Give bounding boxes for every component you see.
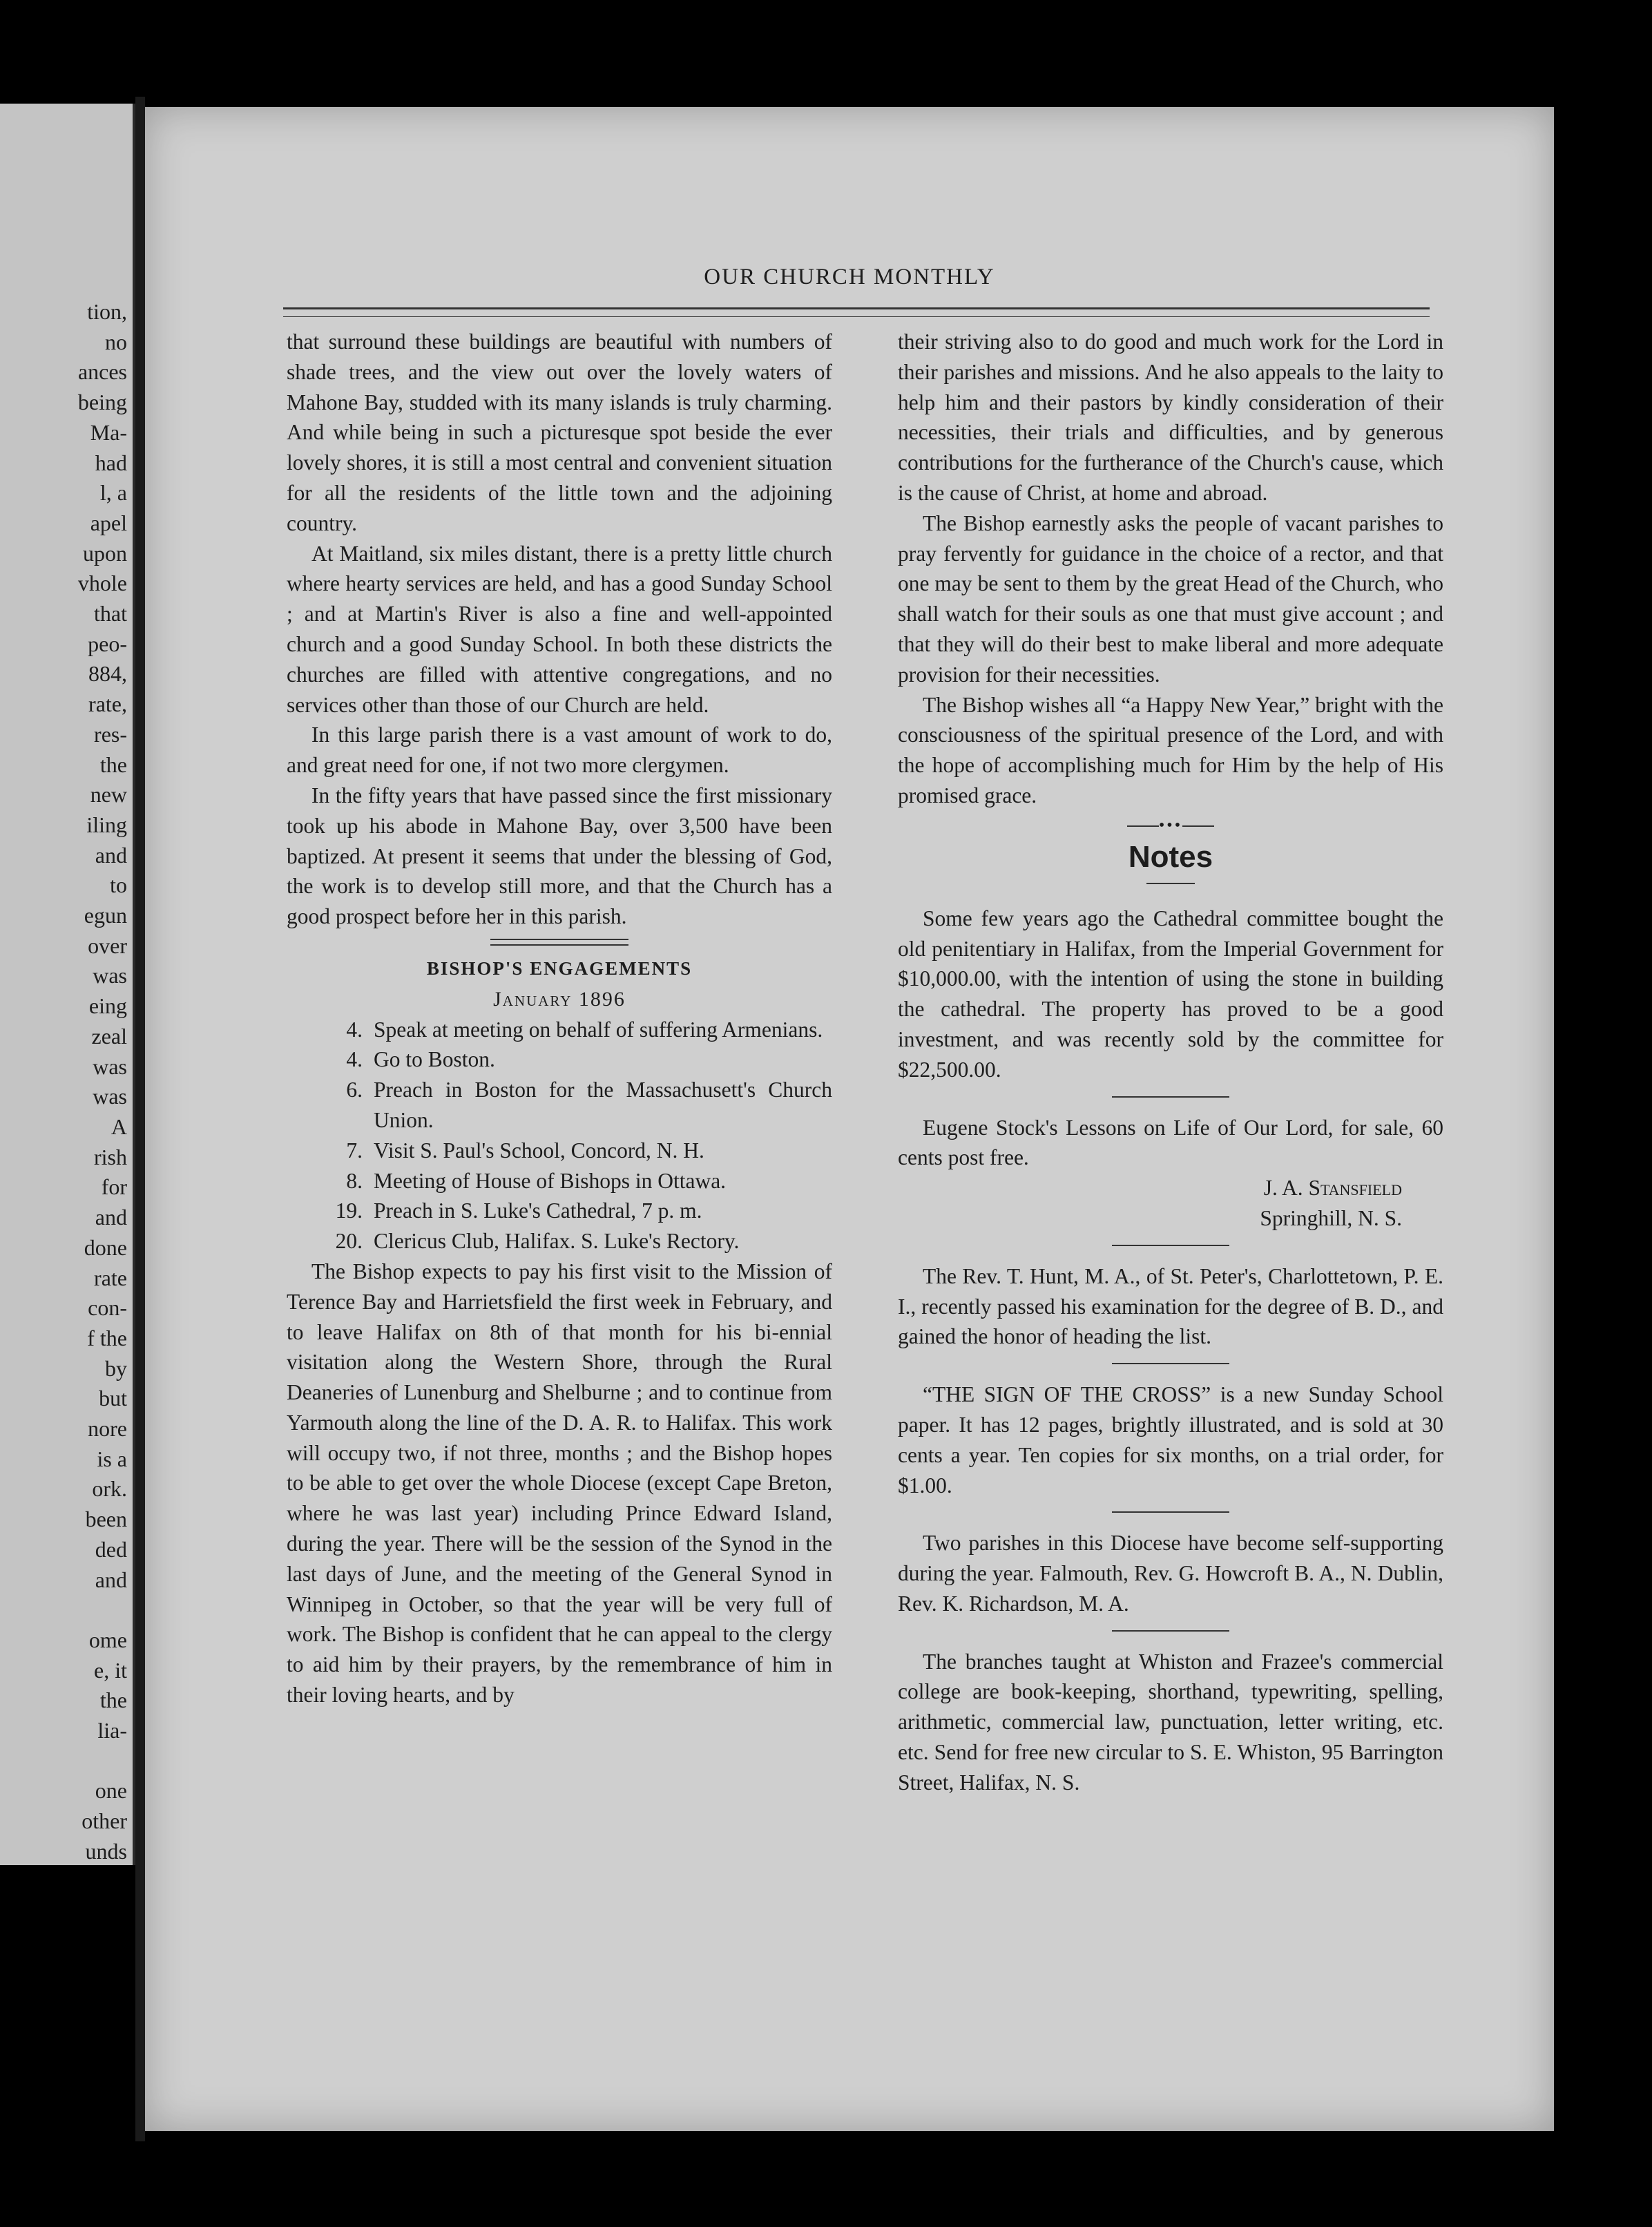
previous-page-line: was	[93, 1053, 127, 1079]
engagement-text: Meeting of House of Bishops in Ottawa.	[374, 1168, 727, 1193]
previous-page-line: over	[88, 933, 127, 958]
previous-page-line: rate	[94, 1265, 127, 1290]
list-item	[287, 1044, 832, 1075]
previous-page-line: had	[95, 450, 127, 475]
running-title: OUR CHURCH MONTHLY	[704, 265, 995, 289]
previous-page-line: nore	[88, 1416, 127, 1442]
list-item	[287, 1015, 832, 1045]
list-item	[287, 1166, 832, 1196]
previous-page-line: rate,	[88, 691, 127, 717]
paragraph: their striving also to do good and much work for the Lord in their parishes and missions. And he also appeals to the laity to help him and their pastors by kindly consideration of their necessities, their trials and difficulties, and by generous contributions for the furtherance of the Church's cause, which is the cause of Christ, at home and abroad.	[898, 329, 1443, 505]
engagement-text: Visit S. Paul's School, Concord, N. H.	[374, 1138, 704, 1163]
previous-page-line: unds	[85, 1838, 127, 1864]
previous-page-line: vhole	[77, 571, 127, 596]
previous-page-line: one	[95, 1778, 127, 1804]
section-divider	[490, 939, 628, 946]
note-paragraph: Some few years ago the Cathedral committee bought the old penitentiary in Halifax, from the Imperial Government for $10,000.00, with the intention of using the stone in building the cathedral. The property has proved to be a good investment, and was recently sold by the committee for $22,500.00.	[898, 906, 1443, 1082]
previous-page-line: upon	[83, 540, 127, 566]
previous-page-line: no	[105, 329, 127, 354]
previous-page-line: egun	[84, 903, 127, 928]
right-column	[898, 327, 1443, 1798]
magazine-page	[145, 107, 1554, 2131]
previous-page-line: the	[99, 752, 127, 777]
previous-page-line: res-	[94, 721, 127, 747]
list-item	[287, 1075, 832, 1136]
engagement-text: Speak at meeting on behalf of suffering Armenians.	[374, 1017, 823, 1042]
previous-page-line: new	[90, 782, 127, 807]
left-column	[287, 327, 832, 1710]
paragraph: In this large parish there is a vast amount of work to do, and great need for one, if not two more clergymen.	[287, 723, 832, 778]
note-paragraph: The Rev. T. Hunt, M. A., of St. Peter's, Charlottetown, P. E. I., recently passed his examination for the degree of B. D., and gained the honor of heading the list.	[898, 1263, 1443, 1349]
paragraph: that surround these buildings are beautiful with numbers of shade trees, and the view out over the lovely waters of Mahone Bay, studded with its many islands is truly charming. And while being in such a picturesque spot beside the ever lovely shores, it is still a most central and convenient situation for all the residents of the little town and the adjoining country.	[287, 329, 832, 535]
previous-page-line: rish	[94, 1144, 127, 1169]
previous-page-line: ances	[77, 359, 127, 385]
previous-page-line: ork.	[92, 1476, 127, 1502]
engagements-date: January 1896	[493, 987, 626, 1011]
engagement-day: 4.	[346, 1017, 363, 1042]
previous-page-line: l, a	[99, 480, 127, 506]
engagement-day: 6.	[346, 1078, 363, 1102]
section-divider	[1146, 883, 1195, 884]
previous-page-line: eing	[88, 993, 127, 1019]
paragraph: In the fifty years that have passed since the first missionary took up his abode in Mahone Bay, over 3,500 have been baptized. At present it seems that under the blessing of God, the work is to develop still more, and that the Church has a good prospect before her in this parish.	[287, 783, 832, 929]
previous-page-line: and	[95, 1567, 127, 1592]
previous-page-line: the	[99, 1688, 127, 1713]
previous-page-line: done	[84, 1234, 127, 1260]
section-divider	[1112, 1511, 1229, 1513]
previous-page-line: been	[85, 1507, 127, 1532]
previous-page-line: lia-	[97, 1718, 127, 1743]
previous-page-line: A	[111, 1114, 127, 1139]
previous-page-line: and	[95, 842, 127, 868]
previous-page-line: is a	[97, 1446, 127, 1471]
note-signer: J. A. Stansfield	[1263, 1176, 1402, 1201]
previous-page-line: ome	[88, 1627, 127, 1652]
section-divider	[1112, 1245, 1229, 1246]
note-paragraph: The branches taught at Whiston and Frazee's commercial college are book-keeping, shorthand, typewriting, spelling, arithmetic, commercial law, punctuation, letter writing, etc. etc. Send for free new circular to S. E. Whiston, 95 Barrington Street, Halifax, N. S.	[898, 1649, 1443, 1795]
list-item	[287, 1226, 832, 1256]
ornament-divider: •••	[898, 815, 1443, 836]
previous-page-line: peo-	[88, 631, 127, 656]
engagement-day: 8.	[346, 1168, 363, 1193]
list-item	[287, 1196, 832, 1226]
paragraph: The Bishop wishes all “a Happy New Year,” bright with the consciousness of the spiritual presence of the Lord, and with the hope of accomplishing much for Him by the help of His promised grace.	[898, 692, 1443, 807]
previous-page-line: that	[94, 601, 127, 627]
previous-page-line	[78, 1595, 127, 1625]
previous-page-text	[78, 297, 127, 1867]
previous-page-line: f the	[87, 1325, 127, 1350]
previous-page-line: being	[77, 390, 127, 415]
list-item	[287, 1136, 832, 1166]
previous-page-line: Ma-	[90, 419, 127, 445]
engagements-heading: BISHOP'S ENGAGEMENTS	[426, 957, 693, 979]
previous-page-line: was	[93, 1084, 127, 1109]
engagement-day: 20.	[335, 1229, 363, 1254]
paragraph: The Bishop expects to pay his first visit to the Mission of Terence Bay and Harrietsfield the first week in February, and to leave Halifax on 8th of that month for his bi-ennial visitation along the Western Shore, through the Rural Deaneries of Lunenburg and Shelburne ; and to continue from Yarmouth along the line of the D. A. R. to Halifax. This work will occupy two, if not three, months ; and the Bishop hopes to be able to get over the whole Diocese (except Cape Breton, where he was last year) including Prince Edward Island, during the year. There will be the session of the Synod in the last days of June, and the meeting of the General Synod in Winnipeg in October, so that the year will be very full of work. The Bishop is confident that he can appeal to the clergy to aid him by their prayers, by the remembrance of him in their loving hearts, and by	[287, 1259, 832, 1708]
engagement-text: Clericus Club, Halifax. S. Luke's Rectory.	[374, 1229, 740, 1254]
previous-page-line: iling	[86, 812, 127, 837]
engagement-text: Preach in Boston for the Massachusett's Church Union.	[374, 1078, 832, 1132]
paragraph: At Maitland, six miles distant, there is a pretty little church where hearty services are held, and has a good Sunday School ; and at Martin's River is also a fine and well-appointed church and a good Sunday School. In both these districts the churches are filled with attentive congregations, and no services other than those of our Church are held.	[287, 541, 832, 717]
note-paragraph: “THE SIGN OF THE CROSS” is a new Sunday School paper. It has 12 pages, brightly illustrated, and is sold at 30 cents a year. Ten copies for six months, on a trial order, for $1.00.	[898, 1382, 1443, 1498]
header-rule	[283, 307, 1430, 317]
engagement-text: Go to Boston.	[374, 1047, 495, 1072]
section-divider	[1112, 1363, 1229, 1364]
previous-page-line: by	[105, 1355, 127, 1381]
previous-page-edge	[0, 104, 137, 1865]
previous-page-line: and	[95, 1205, 127, 1230]
engagement-text: Preach in S. Luke's Cathedral, 7 p. m.	[374, 1198, 702, 1223]
paragraph: The Bishop earnestly asks the people of vacant parishes to pray fervently for guidance in the choice of a rector, and that one may be sent to them by the great Head of the Church, who shall watch for their souls as one that must give account ; and that they will do their best to make liberal and more adequate provision for their necessities.	[898, 510, 1443, 687]
previous-page-line: tion,	[87, 299, 127, 324]
previous-page-line: apel	[90, 510, 127, 535]
note-paragraph: Eugene Stock's Lessons on Life of Our Lord, for sale, 60 cents post free.	[898, 1115, 1443, 1170]
previous-page-line: con-	[88, 1295, 127, 1321]
section-divider	[1112, 1096, 1229, 1098]
note-place: Springhill, N. S.	[1260, 1205, 1402, 1230]
previous-page-line: zeal	[91, 1023, 127, 1049]
engagements-list	[287, 1015, 832, 1256]
note-paragraph: Two parishes in this Diocese have become self-supporting during the year. Falmouth, Rev. G. Howcroft B. A., N. Dublin, Rev. K. Richardson, M. A.	[898, 1531, 1443, 1616]
engagement-day: 7.	[346, 1138, 363, 1163]
section-divider	[1112, 1630, 1229, 1632]
previous-page-line: but	[99, 1386, 127, 1411]
engagement-day: 4.	[346, 1047, 363, 1072]
previous-page-line: for	[101, 1174, 127, 1200]
notes-heading: Notes	[1128, 839, 1213, 874]
previous-page-line: e, it	[94, 1657, 127, 1683]
engagement-day: 19.	[335, 1198, 363, 1223]
previous-page-line: to	[110, 872, 127, 898]
previous-page-line: ded	[95, 1536, 127, 1562]
previous-page-line	[78, 1746, 127, 1777]
previous-page-line: other	[81, 1808, 127, 1834]
previous-page-line: was	[93, 963, 127, 988]
previous-page-line: 884,	[88, 661, 127, 687]
page-spine	[135, 97, 145, 2141]
